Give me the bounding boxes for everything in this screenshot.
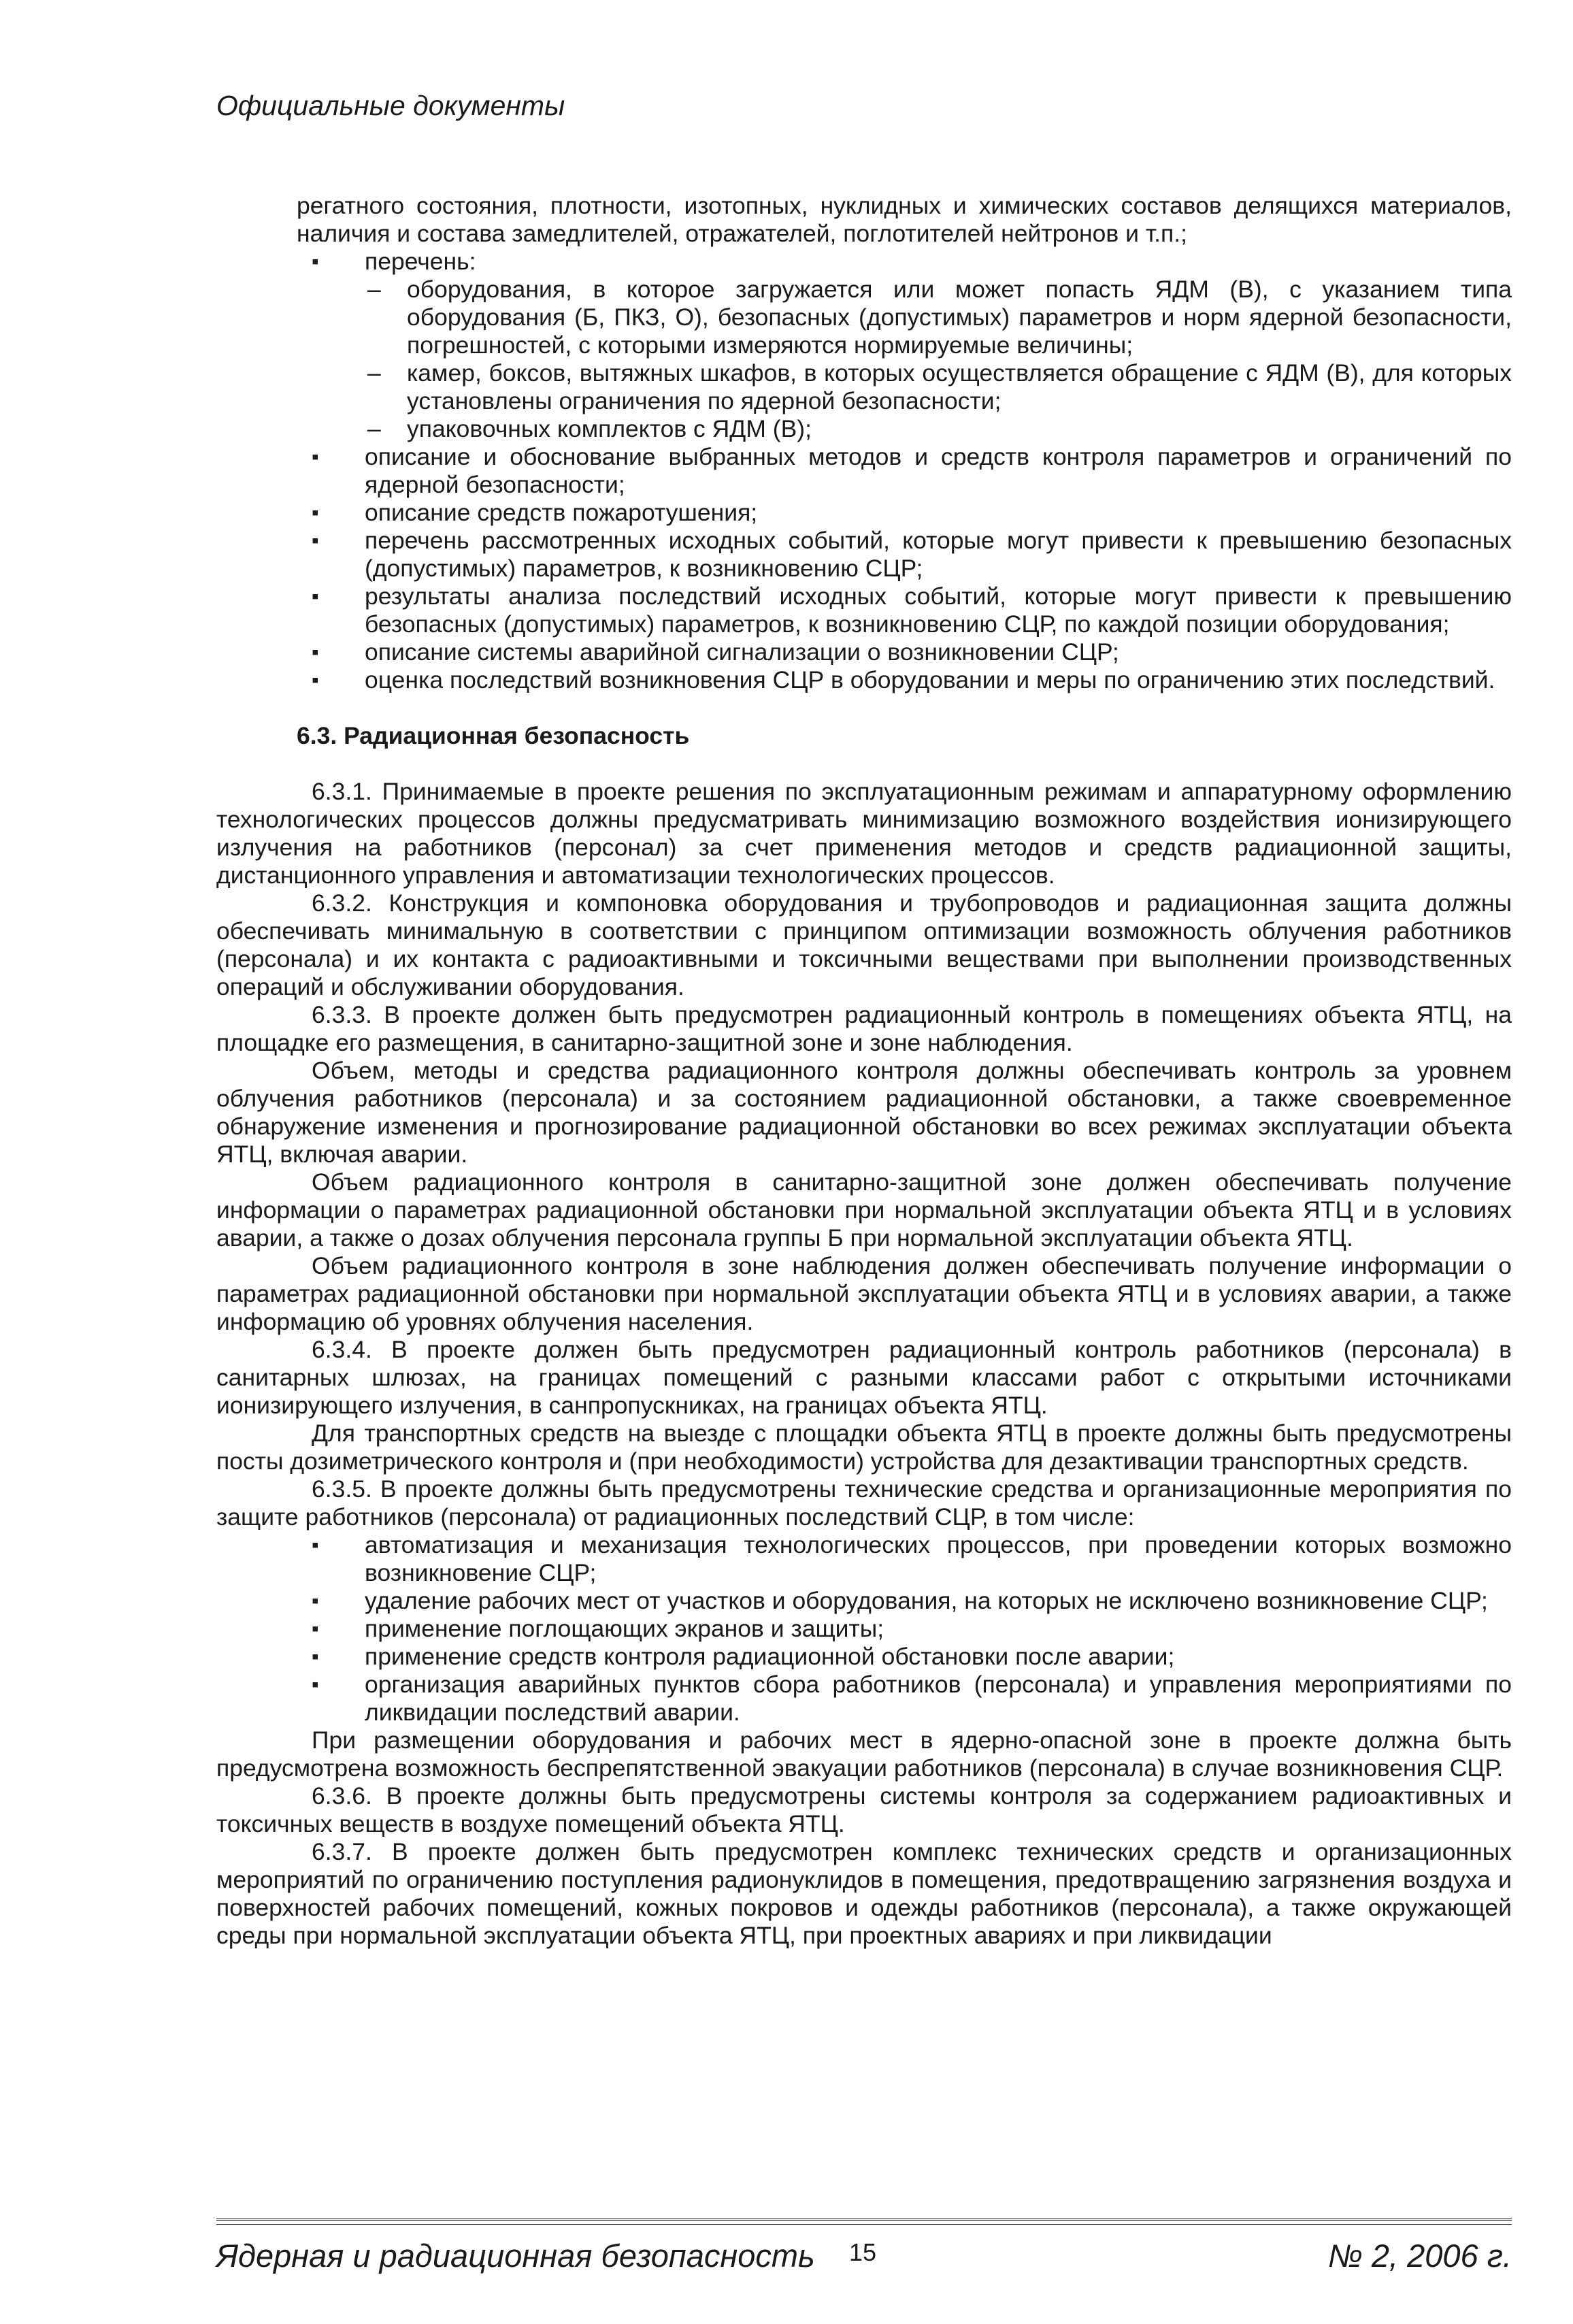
paragraph: 6.3.1. Принимаемые в проекте решения по эксплуатационным режимам и аппаратурному оформлению технологических процессов должны предусматривать минимизацию возможного воздействия ионизирующего излучения на работников (персонал) за счет применения методов и средств радиационной защиты, дистанционного управления и автоматизации технологических процессов. (216, 778, 1512, 889)
bullet-icon: ▪ (312, 1673, 319, 1696)
bullet-icon: ▪ (312, 1534, 319, 1556)
bullet-icon: ▪ (312, 250, 319, 273)
list-item: – оборудования, в которое загружается или может попасть ЯДМ (В), с указанием типа оборудования (Б, ПКЗ, О), безопасных (допустимых) параметров и норм ядерной безопасности, погрешностей, с которыми измеряются нормируемые величины; (367, 276, 1512, 359)
page-body (216, 192, 1512, 1950)
intro-list (216, 248, 1512, 694)
list-item: ▪ перечень: – оборудования, в которое загружается или может попасть ЯДМ (В), с указанием типа оборудования (Б, ПКЗ, О), безопасных (допустимых) параметров и норм ядерной безопасности, погрешностей, с которыми измеряются нормируемые величины; – камер, боксов, вытяжных шкафов, в которых осуществляется обращение с ЯДМ (В), для которых установлены ограничения по ядерной безопасности; – упаковочных комплектов с ЯДМ (В); (216, 248, 1512, 443)
journal-title: Ядерная и радиационная безопасность (216, 2238, 815, 2274)
list-item: ▪ описание и обоснование выбранных методов и средств контроля параметров и ограничений по ядерной безопасности; (312, 443, 1512, 498)
list-item: – камер, боксов, вытяжных шкафов, в которых осуществляется обращение с ЯДМ (В), для которых установлены ограничения по ядерной безопасности; (367, 359, 1512, 414)
dash-icon: – (367, 359, 381, 387)
list-item: ▪ описание системы аварийной сигнализации о возникновении СЦР; (312, 638, 1119, 666)
bullet-icon: ▪ (312, 1618, 319, 1640)
bullet-icon: ▪ (312, 669, 319, 691)
running-header: Официальные документы (216, 90, 565, 121)
bullet-icon: ▪ (312, 502, 319, 524)
dash-icon: – (367, 415, 381, 442)
list-item: ▪ применение поглощающих экранов и защиты; (312, 1615, 884, 1642)
bullet-icon: ▪ (312, 529, 319, 552)
bullet-icon: ▪ (312, 446, 319, 468)
sub-list (365, 276, 1512, 443)
section-heading: 6.3. Радиационная безопасность (297, 722, 690, 749)
paragraph: 6.3.5. В проекте должны быть предусмотрены технические средства и организационные мероприятия по защите работников (персонала) от радиационных последствий СЦР, в том числе: (216, 1475, 1512, 1531)
list-item: ▪ организация аварийных пунктов сбора работников (персонала) и управления мероприятиями по ликвидации последствий аварии. (312, 1671, 1512, 1726)
paragraph: Объем радиационного контроля в зоне наблюдения должен обеспечивать получение информации о параметрах радиационной обстановки при нормальной эксплуатации объекта ЯТЦ и в условиях аварии, а также информацию об уровнях облучения населения. (216, 1252, 1512, 1335)
list-item: ▪ применение средств контроля радиационной обстановки после аварии; (312, 1643, 1175, 1670)
paragraph: Объем радиационного контроля в санитарно-защитной зоне должен обеспечивать получение информации о параметрах радиационной обстановки при нормальной эксплуатации объекта ЯТЦ и в условиях аварии, а также о дозах облучения персонала группы Б при нормальной эксплуатации объекта ЯТЦ. (216, 1168, 1512, 1251)
list-item: ▪ описание средств пожаротушения; (312, 499, 758, 526)
page-footer (216, 2219, 1512, 2274)
bullet-icon: ▪ (312, 585, 319, 608)
list-item: ▪ удаление рабочих мест от участков и оборудования, на которых не исключено возникновение СЦР; (312, 1587, 1488, 1614)
paragraph: 6.3.4. В проекте должен быть предусмотрен радиационный контроль работников (персонала) в санитарных шлюзах, на границах помещений с разными классами работ с открытыми источниками ионизирующего излучения, в санпропускниках, на границах объекта ЯТЦ. (216, 1336, 1512, 1419)
list-item: ▪ перечень рассмотренных исходных событий, которые могут привести к превышению безопасных (допустимых) параметров, к возникновению СЦР; (312, 527, 1512, 582)
list-item: ▪ автоматизация и механизация технологических процессов, при проведении которых возможно возникновение СЦР; (312, 1531, 1512, 1586)
paragraph: 6.3.7. В проекте должен быть предусмотрен комплекс технических средств и организационных мероприятий по ограничению поступления радионуклидов в помещения, предотвращению загрязнения воздуха и поверхностей рабочих помещений, кожных покровов и одежды работников (персонала), а также окружающей среды при нормальной эксплуатации объекта ЯТЦ, при проектных авариях и при ликвидации (216, 1838, 1512, 1949)
list-item: ▪ результаты анализа последствий исходных событий, которые могут привести к превышению безопасных (допустимых) параметров, к возникновению СЦР, по каждой позиции оборудования; (312, 583, 1512, 638)
bullet-icon: ▪ (312, 1646, 319, 1668)
issue-number: № 2, 2006 г. (1327, 2238, 1512, 2274)
paragraph: Объем, методы и средства радиационного контроля должны обеспечивать контроль за уровнем облучения работников (персонала) и за состоянием радиационной обстановки, а также своевременное обнаружение изменения и прогнозирование радиационной обстановки во всех режимах эксплуатации объекта ЯТЦ, включая аварии. (216, 1057, 1512, 1168)
list-item: – упаковочных комплектов с ЯДМ (В); (367, 415, 812, 442)
paragraph: Для транспортных средств на выезде с площадки объекта ЯТЦ в проекте должны быть предусмотрены посты дозиметрического контроля и (при необходимости) устройства для дезактивации транспортных средств. (216, 1420, 1512, 1475)
page-number: 15 (849, 2238, 877, 2266)
list-item: ▪ оценка последствий возникновения СЦР в оборудовании и меры по ограничению этих последствий. (312, 666, 1495, 693)
bullet-icon: ▪ (312, 641, 319, 664)
dash-icon: – (367, 276, 381, 303)
paragraph: 6.3.3. В проекте должен быть предусмотрен радиационный контроль в помещениях объекта ЯТЦ, на площадке его размещения, в санитарно-защитной зоне и зоне наблюдения. (216, 1001, 1512, 1056)
measures-list (216, 1531, 1512, 1726)
paragraph: 6.3.6. В проекте должны быть предусмотрены системы контроля за содержанием радиоактивных и токсичных веществ в воздухе помещений объекта ЯТЦ. (216, 1782, 1512, 1837)
footer-rule (216, 2224, 1512, 2225)
intro-paragraph: регатного состояния, плотности, изотопных, нуклидных и химических составов делящихся материалов, наличия и состава замедлителей, отражателей, поглотителей нейтронов и т.п.; (297, 192, 1512, 247)
paragraph: При размещении оборудования и рабочих мест в ядерно-опасной зоне в проекте должна быть предусмотрена возможность беспрепятственной эвакуации работников (персонала) в случае возникновения СЦР. (216, 1726, 1512, 1782)
paragraph: 6.3.2. Конструкция и компоновка оборудования и трубопроводов и радиационная защита должны обеспечивать минимальную в соответствии с принципом оптимизации возможность облучения работников (персонала) и их контакта с радиоактивными и токсичными веществами при выполнении производственных операций и обслуживании оборудования. (216, 889, 1512, 1000)
bullet-icon: ▪ (312, 1590, 319, 1612)
